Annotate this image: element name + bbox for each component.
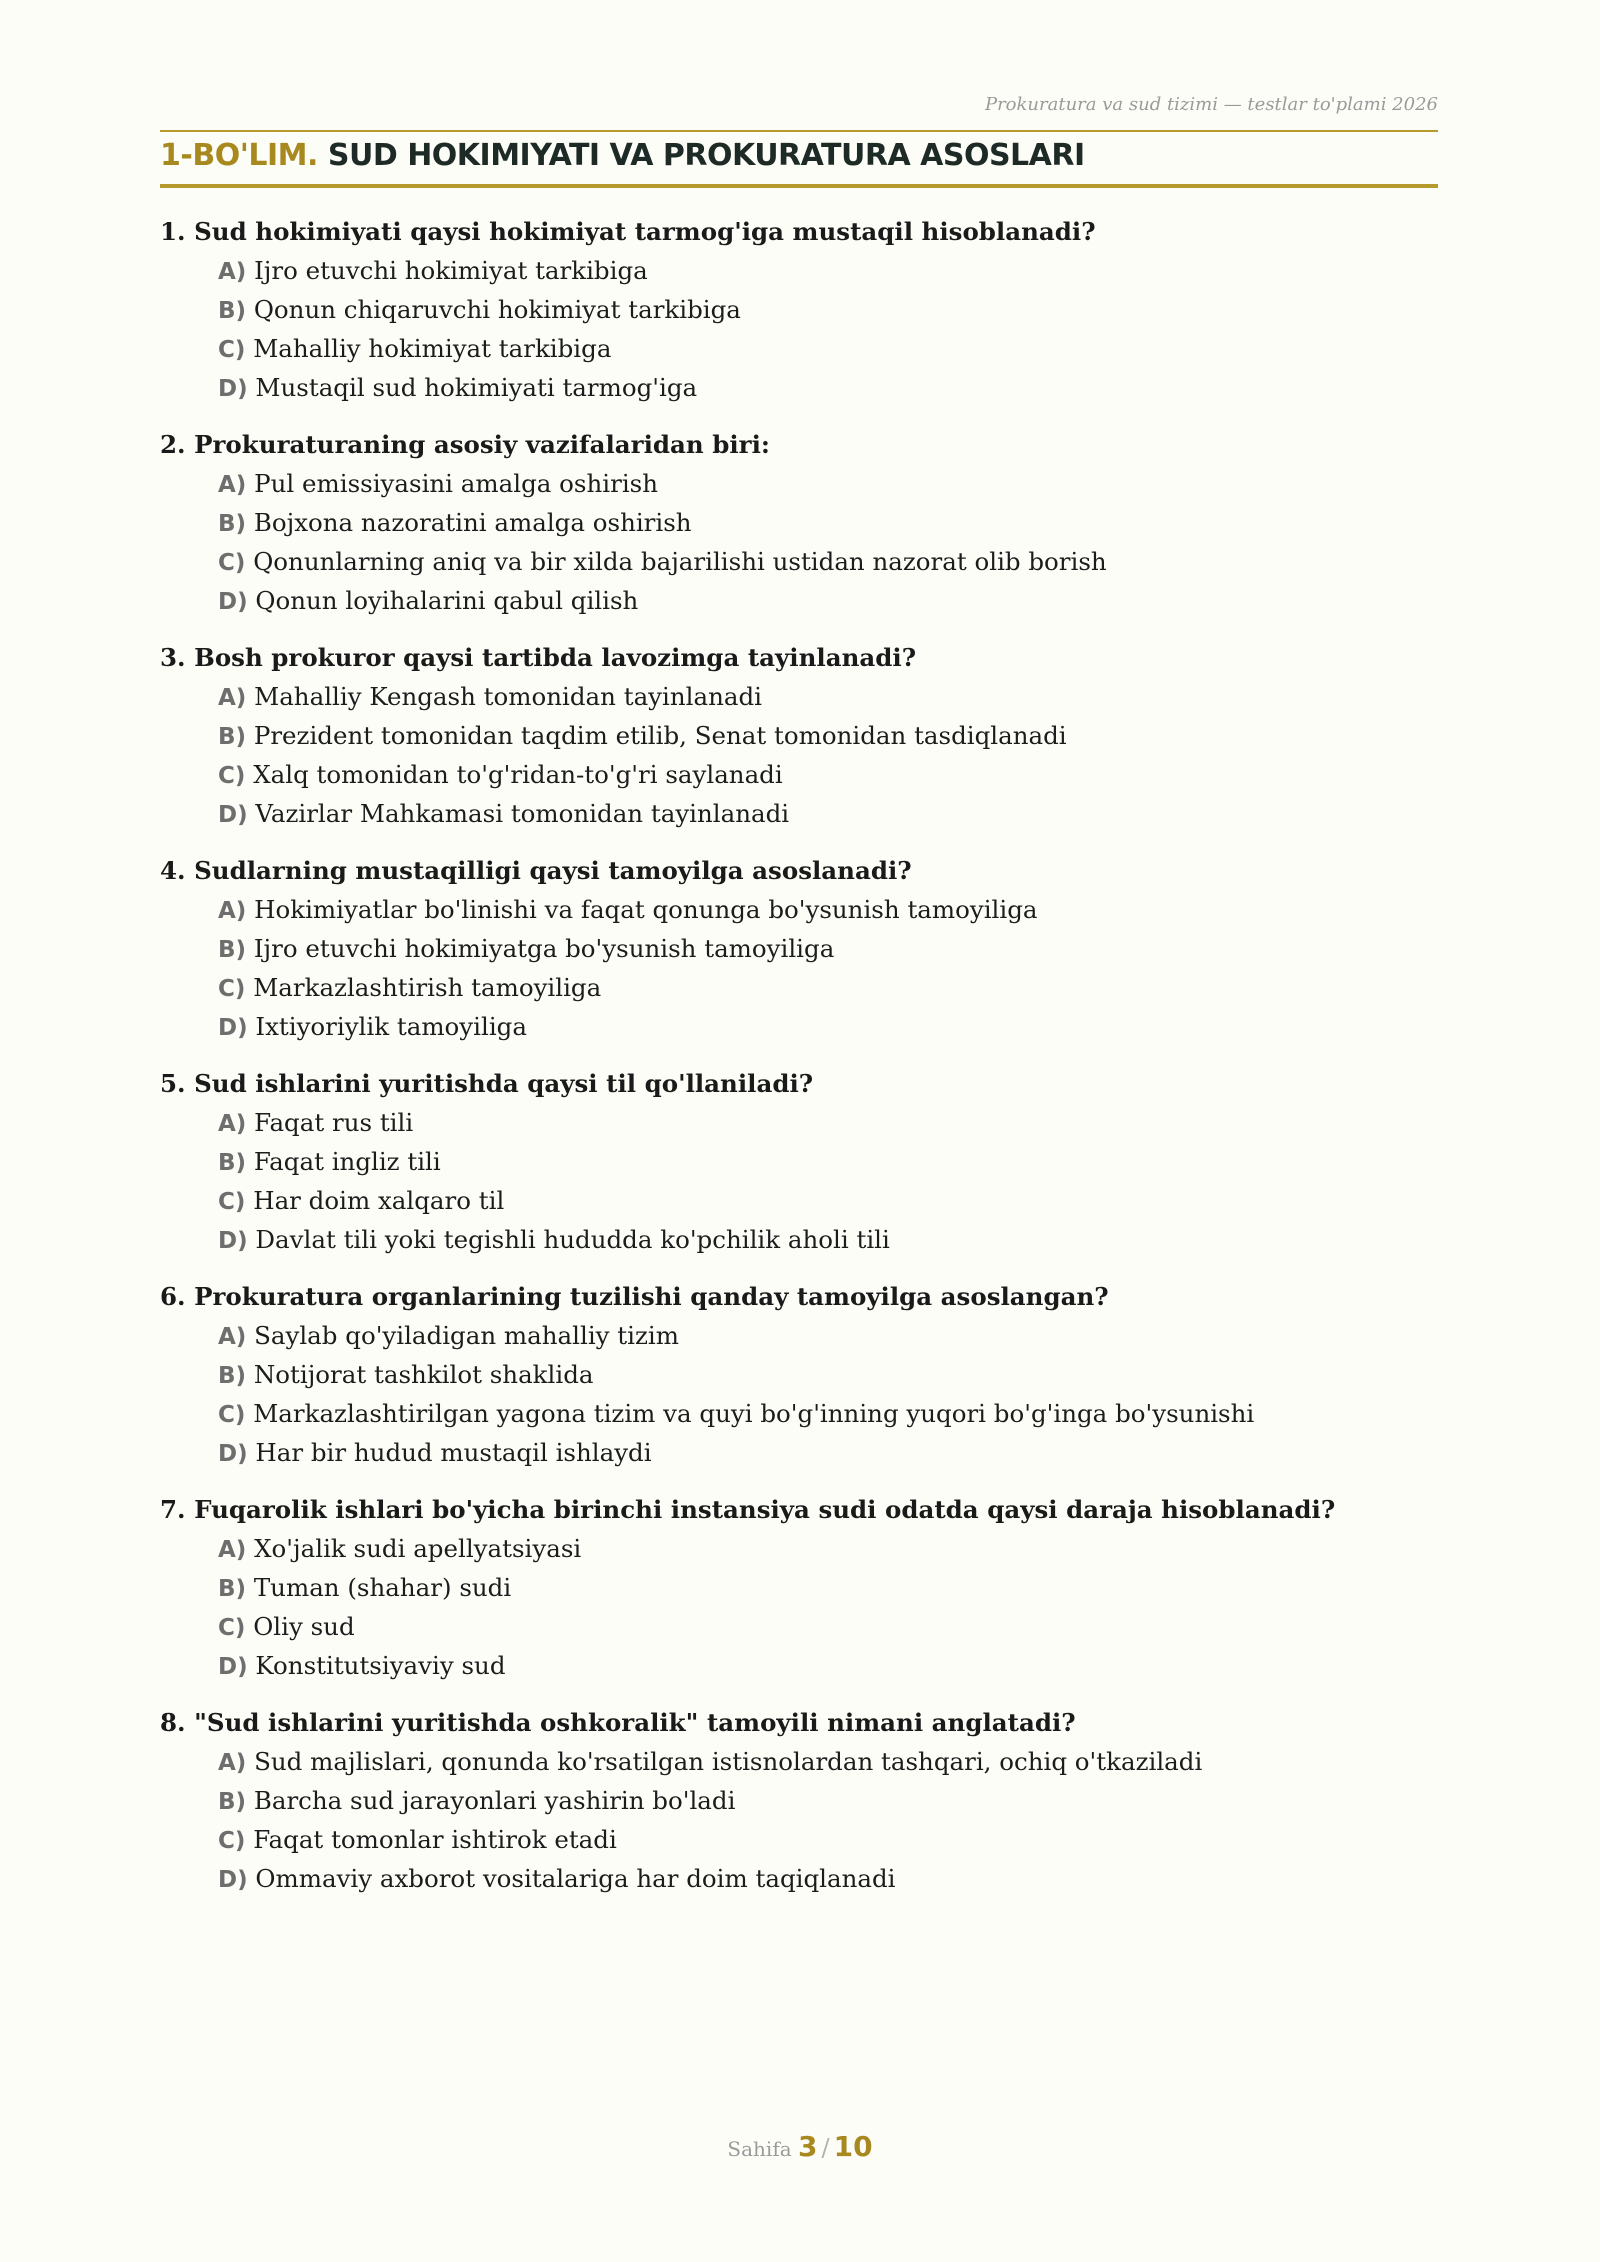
option-text: Ommaviy axborot vositalariga har doim taqiqlanadi [255,1864,896,1893]
answer-option[interactable] [218,504,1450,543]
answer-option[interactable] [218,1104,1450,1143]
answer-option[interactable] [218,1821,1450,1860]
option-letter: C) [218,1828,246,1854]
section-heading: SUD HOKIMIYATI VA PROKURATURA ASOSLARI [327,138,1085,173]
option-text: Ijro etuvchi hokimiyat tarkibiga [254,256,648,285]
answer-option[interactable] [218,795,1450,834]
option-text: Sud majlislari, qonunda ko'rsatilgan istisnolardan tashqari, ochiq o'tkaziladi [254,1747,1203,1776]
option-text: Mahalliy Kengash tomonidan tayinlanadi [254,682,762,711]
option-list [160,1317,1450,1473]
option-text: Faqat ingliz tili [253,1147,441,1176]
question-item [160,851,1450,1047]
option-letter: C) [218,763,246,789]
option-list [160,252,1450,408]
option-letter: B) [218,298,247,324]
option-letter: D) [218,1441,248,1467]
option-letter: A) [218,259,247,285]
answer-option[interactable] [218,582,1450,621]
option-text: Qonun chiqaruvchi hokimiyat tarkibiga [253,295,741,324]
option-letter: B) [218,511,247,537]
option-letter: A) [218,472,247,498]
option-text: Markazlashtirish tamoyiliga [253,973,602,1002]
answer-option[interactable] [218,1743,1450,1782]
option-letter: B) [218,1150,247,1176]
answer-option[interactable] [218,291,1450,330]
option-text: Xo'jalik sudi apellyatsiyasi [254,1534,582,1563]
option-text: Konstitutsiyaviy sud [255,1651,506,1680]
option-letter: B) [218,724,247,750]
answer-option[interactable] [218,1317,1450,1356]
option-letter: A) [218,1537,247,1563]
option-letter: B) [218,1363,247,1389]
section-rule [160,184,1438,188]
running-header: Prokuratura va sud tizimi — testlar to'plami 2026 [984,94,1438,115]
question-list [160,212,1450,1916]
option-letter: D) [218,376,248,402]
answer-option[interactable] [218,1182,1450,1221]
current-page-number: 3 [798,2130,818,2163]
question-item [160,1277,1450,1473]
option-letter: D) [218,1228,248,1254]
question-text: 7. Fuqarolik ishlari bo'yicha birinchi instansiya sudi odatda qaysi daraja hisoblanadi? [160,1495,1336,1524]
question-text: 2. Prokuraturaning asosiy vazifalaridan biri: [160,430,770,459]
answer-option[interactable] [218,1647,1450,1686]
option-list [160,1104,1450,1260]
option-text: Har bir hudud mustaqil ishlaydi [255,1438,652,1467]
page-label: Sahifa [727,2137,792,2161]
answer-option[interactable] [218,1356,1450,1395]
option-text: Oliy sud [253,1612,355,1641]
option-list [160,1530,1450,1686]
option-text: Prezident tomonidan taqdim etilib, Senat tomonidan tasdiqlanadi [253,721,1067,750]
section-number: 1-BO'LIM. [160,138,318,173]
option-letter: C) [218,1615,246,1641]
answer-option[interactable] [218,369,1450,408]
option-letter: B) [218,1789,247,1815]
answer-option[interactable] [218,1608,1450,1647]
answer-option[interactable] [218,1530,1450,1569]
option-letter: D) [218,1015,248,1041]
option-text: Bojxona nazoratini amalga oshirish [253,508,692,537]
option-text: Har doim xalqaro til [253,1186,505,1215]
option-letter: B) [218,1576,247,1602]
question-item [160,212,1450,408]
question-item [160,1703,1450,1899]
option-text: Qonun loyihalarini qabul qilish [255,586,639,615]
answer-option[interactable] [218,1782,1450,1821]
answer-option[interactable] [218,252,1450,291]
option-list [160,1743,1450,1899]
header-rule [160,130,1438,132]
answer-option[interactable] [218,465,1450,504]
option-text: Ijro etuvchi hokimiyatga bo'ysunish tamoyiliga [253,934,835,963]
option-letter: C) [218,1402,246,1428]
question-text: 3. Bosh prokuror qaysi tartibda lavozimga tayinlanadi? [160,643,917,672]
option-list [160,891,1450,1047]
option-letter: C) [218,976,246,1002]
option-text: Mahalliy hokimiyat tarkibiga [253,334,612,363]
option-text: Saylab qo'yiladigan mahalliy tizim [254,1321,679,1350]
question-text: 4. Sudlarning mustaqilligi qaysi tamoyilga asoslanadi? [160,856,912,885]
option-list [160,465,1450,621]
answer-option[interactable] [218,756,1450,795]
option-text: Davlat tili yoki tegishli hududda ko'pchilik aholi tili [255,1225,890,1254]
option-letter: A) [218,1324,247,1350]
option-text: Xalq tomonidan to'g'ridan-to'g'ri saylanadi [253,760,783,789]
option-text: Qonunlarning aniq va bir xilda bajarilishi ustidan nazorat olib borish [253,547,1107,576]
answer-option[interactable] [218,1008,1450,1047]
option-text: Mustaqil sud hokimiyati tarmog'iga [255,373,698,402]
question-item [160,425,1450,621]
option-letter: D) [218,1867,248,1893]
answer-option[interactable] [218,717,1450,756]
option-text: Barcha sud jarayonlari yashirin bo'ladi [253,1786,736,1815]
option-letter: D) [218,802,248,828]
answer-option[interactable] [218,1860,1450,1899]
option-letter: D) [218,589,248,615]
section-title [160,138,1085,173]
option-letter: A) [218,1750,247,1776]
page-separator: / [821,2134,830,2162]
option-letter: C) [218,1189,246,1215]
question-text: 1. Sud hokimiyati qaysi hokimiyat tarmog'iga mustaqil hisoblanadi? [160,217,1096,246]
question-item [160,1064,1450,1260]
option-text: Notijorat tashkilot shaklida [253,1360,594,1389]
option-text: Ixtiyoriylik tamoyiliga [255,1012,527,1041]
answer-option[interactable] [218,969,1450,1008]
question-item [160,1490,1450,1686]
answer-option[interactable] [218,930,1450,969]
option-text: Hokimiyatlar bo'linishi va faqat qonunga bo'ysunish tamoyiliga [254,895,1038,924]
answer-option[interactable] [218,678,1450,717]
option-letter: B) [218,937,247,963]
answer-option[interactable] [218,1221,1450,1260]
answer-option[interactable] [218,1143,1450,1182]
total-pages-number: 10 [833,2130,873,2163]
answer-option[interactable] [218,543,1450,582]
option-text: Vazirlar Mahkamasi tomonidan tayinlanadi [255,799,790,828]
option-text: Markazlashtirilgan yagona tizim va quyi bo'g'inning yuqori bo'g'inga bo'ysunishi [253,1399,1255,1428]
question-item [160,638,1450,834]
option-letter: C) [218,337,246,363]
answer-option[interactable] [218,330,1450,369]
answer-option[interactable] [218,891,1450,930]
option-text: Tuman (shahar) sudi [253,1573,512,1602]
option-text: Faqat tomonlar ishtirok etadi [253,1825,617,1854]
answer-option[interactable] [218,1434,1450,1473]
option-letter: A) [218,685,247,711]
option-letter: D) [218,1654,248,1680]
option-letter: A) [218,1111,247,1137]
question-text: 6. Prokuratura organlarining tuzilishi qanday tamoyilga asoslangan? [160,1282,1109,1311]
option-list [160,678,1450,834]
answer-option[interactable] [218,1395,1450,1434]
option-text: Pul emissiyasini amalga oshirish [254,469,659,498]
answer-option[interactable] [218,1569,1450,1608]
option-text: Faqat rus tili [254,1108,414,1137]
question-text: 8. "Sud ishlarini yuritishda oshkoralik" tamoyili nimani anglatadi? [160,1708,1076,1737]
question-text: 5. Sud ishlarini yuritishda qaysi til qo'llaniladi? [160,1069,814,1098]
page-footer [0,2130,1600,2163]
option-letter: A) [218,898,247,924]
option-letter: C) [218,550,246,576]
